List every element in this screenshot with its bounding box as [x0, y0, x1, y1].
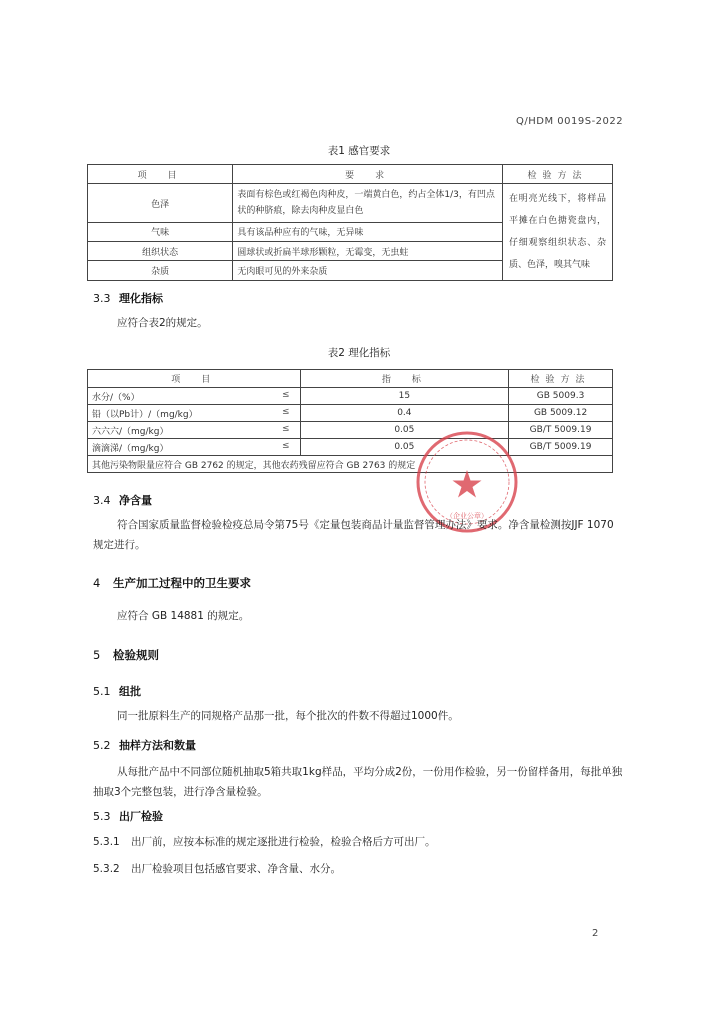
leq-symbol: ≤: [282, 440, 290, 451]
item-cell: 滴滴涕/（mg/kg） ≤: [88, 439, 301, 456]
standard-code: Q/HDM 0019S-2022: [516, 116, 624, 127]
method-cell: GB/T 5009.19: [509, 439, 613, 456]
item-cell: 六六六/（mg/kg） ≤: [88, 422, 301, 439]
method-cell: 在明亮光线下，将样品平摊在白色搪瓷盘内，仔细观察组织状态、杂质、色泽，嗅其气味: [502, 184, 612, 281]
method-cell: GB 5009.12: [509, 405, 613, 422]
table-header-cell: 检验方法: [502, 165, 612, 184]
section-5-3-2-text: 5.3.2 出厂检验项目包括感官要求、净含量、水分。: [93, 863, 341, 875]
item-cell: 铅（以Pb计）/（mg/kg） ≤: [88, 405, 301, 422]
value-cell: 15: [300, 388, 509, 405]
leq-symbol: ≤: [282, 423, 290, 434]
method-cell: GB 5009.3: [509, 388, 613, 405]
table-row: [88, 422, 613, 439]
requirement-cell: 具有该品种应有的气味，无异味: [233, 223, 503, 242]
item-cell: 杂质: [88, 261, 233, 281]
item-cell: 组织状态: [88, 241, 233, 261]
item-cell: 水分/（%） ≤: [88, 388, 301, 405]
section-5-2-heading: 5.2 抽样方法和数量: [93, 739, 196, 752]
physicochemical-table: [87, 369, 613, 473]
section-5-heading: 5 检验规则: [93, 648, 159, 662]
table1-caption: 表1 感官要求: [327, 145, 391, 157]
page-number: 2: [592, 928, 599, 939]
footnote-cell: 其他污染物限量应符合 GB 2762 的规定，其他农药残留应符合 GB 2763 的规定: [88, 456, 613, 473]
table-header-cell: 检验方法: [509, 370, 613, 388]
table2-caption: 表2 理化指标: [327, 347, 391, 359]
leq-symbol: ≤: [282, 406, 290, 417]
value-cell: 0.4: [300, 405, 509, 422]
item-cell: 气味: [88, 223, 233, 242]
table-row: [88, 405, 613, 422]
section-4-heading: 4 生产加工过程中的卫生要求: [93, 576, 251, 590]
requirement-cell: 无肉眼可见的外来杂质: [233, 261, 503, 281]
table-header-cell: 要 求: [233, 165, 503, 184]
table-footnote-row: [88, 456, 613, 473]
section-5-1-heading: 5.1 组批: [93, 685, 141, 698]
table-row: [88, 388, 613, 405]
table-row: [88, 439, 613, 456]
table-header-row: [88, 370, 613, 388]
requirement-cell: 表面有棕色或红褐色肉种皮，一端黄白色，约占全体1/3，有凹点状的种脐痕，除去肉种皮显白色: [233, 184, 503, 223]
table-header-row: [88, 165, 613, 184]
requirement-cell: 圆球状或折扁半球形颗粒，无霉变，无虫蛀: [233, 241, 503, 261]
table-header-cell: 项 目: [88, 370, 301, 388]
stamp-label: （企业公章）: [446, 512, 488, 520]
table-header-cell: 项 目: [88, 165, 233, 184]
table-header-cell: 指 标: [300, 370, 509, 388]
method-cell: GB/T 5009.19: [509, 422, 613, 439]
value-cell: 0.05: [300, 439, 509, 456]
section-3-4-text: 符合国家质量监督检验检疫总局令第75号《定量包装商品计量监督管理办法》要求。净含量检测按JJF 1070规定进行。: [93, 519, 614, 551]
section-5-3-1-text: 5.3.1 出厂前，应按本标准的规定逐批进行检验，检验合格后方可出厂。: [93, 836, 436, 848]
section-4-text: 应符合 GB 14881 的规定。: [117, 610, 250, 622]
section-3-3-text: 应符合表2的规定。: [117, 317, 208, 329]
section-5-3-heading: 5.3 出厂检验: [93, 810, 163, 823]
section-3-4-heading: 3.4 净含量: [93, 494, 152, 507]
section-5-2-text: 从每批产品中不同部位随机抽取5箱共取1kg样品，平均分成2份，一份用作检验，另一份留样备用，每批单独抽取3个完整包装，进行净含量检验。: [93, 766, 623, 798]
item-cell: 色泽: [88, 184, 233, 223]
section-3-3-heading: 3.3 理化指标: [93, 292, 163, 305]
leq-symbol: ≤: [282, 389, 290, 400]
value-cell: 0.05: [300, 422, 509, 439]
sensory-requirements-table: [87, 164, 613, 281]
section-5-1-text: 同一批原料生产的同规格产品那一批，每个批次的件数不得超过1000件。: [117, 710, 459, 722]
table-row: [88, 184, 613, 223]
